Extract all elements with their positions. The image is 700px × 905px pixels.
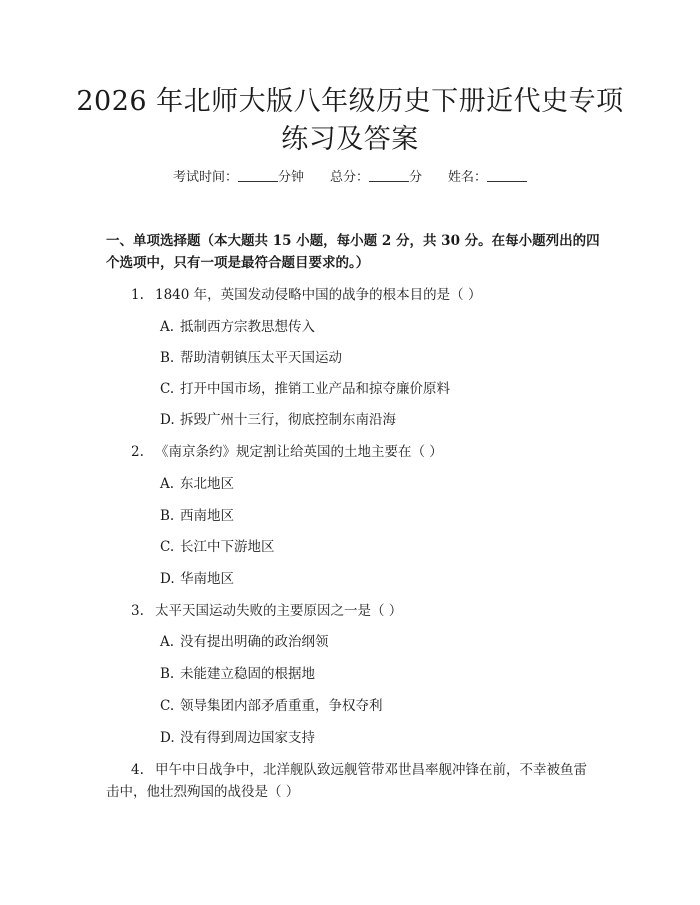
name-field [448,168,527,188]
question-1-option-d [160,409,610,431]
exam-meta [0,168,700,188]
name-blank [487,169,527,182]
option-letter: C. [160,381,175,397]
question-1 [106,284,606,306]
question-3-option-d [160,727,610,749]
score-label: 总分： [329,170,369,185]
option-text: 西南地区 [180,508,234,524]
question-stem-line-2: 击中，他壮烈殉国的战役是（ ） [106,784,300,800]
score-unit: 分 [409,170,423,185]
option-letter: C. [160,698,175,714]
section-heading: 一、单项选择题（本大题共 15 小题，每小题 2 分，共 30 分。在每小题列出的四个选项中，只有一项是最符合题目要求的。） [106,233,600,271]
question-stem: 1840 年，英国发动侵略中国的战争的根本目的是（ ） [155,287,482,303]
option-text: 领导集团内部矛盾重重，争权夺利 [180,698,383,714]
option-letter: C. [160,539,175,555]
option-letter: D. [160,571,175,587]
option-text: 未能建立稳固的根据地 [180,666,315,682]
question-stem: 《南京条约》规定割让给英国的土地主要在（ ） [155,444,443,460]
option-letter: A. [160,476,175,492]
option-text: 华南地区 [180,571,234,587]
question-number: 1. [131,287,144,303]
title-line-2: 练习及答案 [281,124,419,155]
question-3-option-b [160,663,610,685]
option-letter: B. [160,666,175,682]
title-line-1: 2026 年北师大版八年级历史下册近代史专项 [76,86,624,117]
option-text: 长江中下游地区 [180,539,275,555]
time-field [173,168,304,188]
option-text: 东北地区 [180,476,234,492]
question-number: 3. [131,603,144,619]
question-1-option-b [160,347,610,369]
time-blank [238,169,278,182]
score-blank [369,169,409,182]
option-letter: B. [160,350,175,366]
question-stem-line-1: 甲午中日战争中，北洋舰队致远舰管带邓世昌率舰冲锋在前，不幸被鱼雷 [155,762,587,778]
option-text: 抵制西方宗教思想传入 [180,319,315,335]
question-number: 4. [131,762,144,778]
name-label: 姓名： [448,170,488,185]
option-text: 帮助清朝镇压太平天国运动 [180,350,342,366]
option-letter: A. [160,319,175,335]
question-number: 2. [131,444,144,460]
option-letter: D. [160,412,175,428]
document-title [60,83,640,159]
option-text: 打开中国市场，推销工业产品和掠夺廉价原料 [180,381,450,397]
option-letter: A. [160,634,175,650]
question-1-option-a [160,316,610,338]
question-3 [106,600,606,622]
question-1-option-c [160,378,610,400]
question-2-option-c [160,536,610,558]
option-letter: B. [160,508,175,524]
time-label: 考试时间： [172,170,238,185]
question-3-option-a [160,631,610,653]
question-stem: 太平天国运动失败的主要原因之一是（ ） [155,603,403,619]
option-text: 拆毁广州十三行，彻底控制东南沿海 [180,412,396,428]
question-2 [106,441,606,463]
question-2-option-b [160,505,610,527]
question-2-option-d [160,568,610,590]
option-text: 没有提出明确的政治纲领 [180,634,329,650]
option-text: 没有得到周边国家支持 [180,730,315,746]
question-4-continued [106,781,606,803]
question-2-option-a [160,473,610,495]
time-unit: 分钟 [277,170,304,185]
question-3-option-c [160,695,610,717]
score-field [330,168,422,188]
question-4 [106,759,606,781]
option-letter: D. [160,730,175,746]
